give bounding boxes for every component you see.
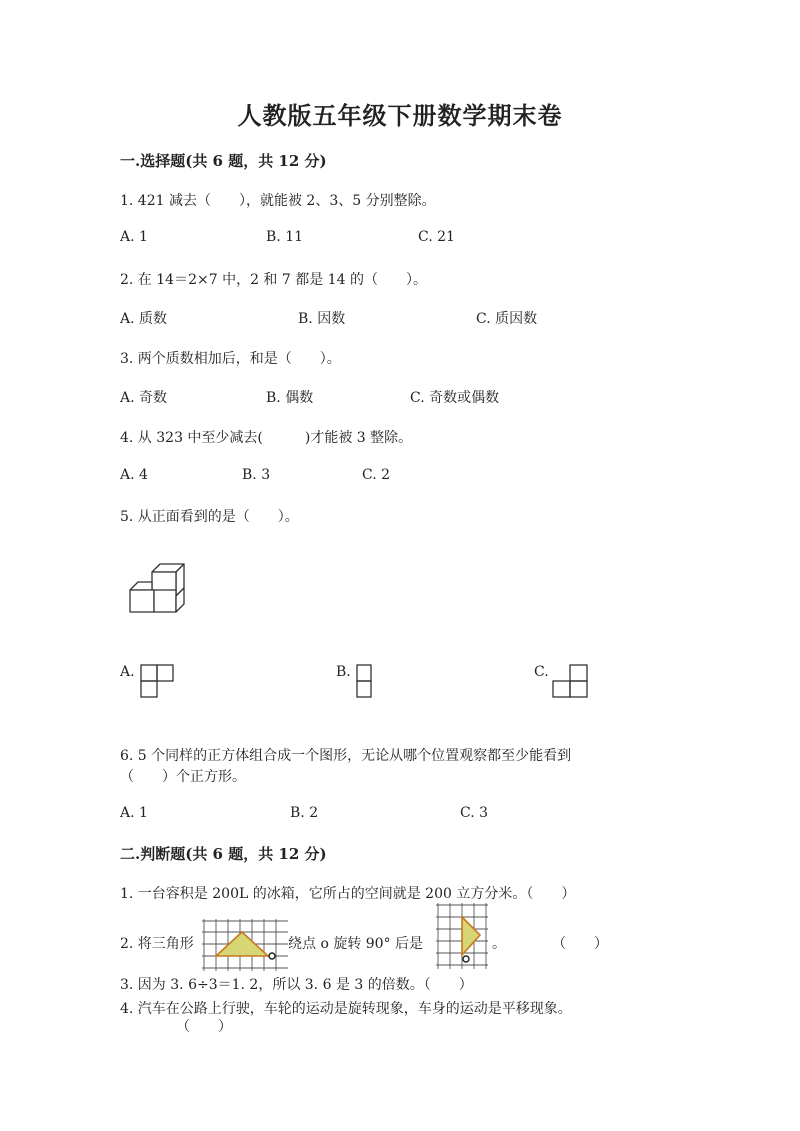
question-1: 1. 421 减去（ ），就能被 2、3、5 分别整除。	[120, 193, 436, 209]
q2-option-b: B. 因数	[298, 311, 346, 327]
question-6-line-1: 6. 5 个同样的正方体组合成一个图形，无论从哪个位置观察都至少能看到	[120, 748, 572, 764]
q5-option-b-figure	[356, 664, 372, 698]
question-4: 4. 从 323 中至少减去( )才能被 3 整除。	[120, 430, 413, 446]
judgment-2-bracket: （ ）	[552, 936, 608, 952]
judgment-2-part-1: 2. 将三角形	[120, 936, 194, 952]
question-3: 3. 两个质数相加后，和是（ ）。	[120, 351, 341, 367]
rotated-triangle-shape	[462, 917, 480, 955]
q6-option-a: A. 1	[120, 805, 148, 821]
q4-option-c: C. 2	[362, 467, 391, 483]
rotation-point-after	[463, 956, 469, 962]
cube-stack-figure	[128, 560, 190, 616]
question-2: 2. 在 14＝2×7 中，2 和 7 都是 14 的（ ）。	[120, 272, 427, 288]
question-6-line-2: （ ）个正方形。	[120, 769, 246, 785]
judgment-4-line-2: （ ）	[176, 1019, 232, 1035]
judgment-4-line-1: 4. 汽车在公路上行驶，车轮的运动是旋转现象，车身的运动是平移现象。	[120, 1001, 572, 1017]
judgment-2-part-2: 绕点 o 旋转 90° 后是	[288, 936, 424, 952]
rotation-point	[269, 953, 275, 959]
triangle-grid-before	[202, 919, 288, 971]
q6-option-b: B. 2	[290, 805, 319, 821]
q4-option-b: B. 3	[242, 467, 271, 483]
q3-option-b: B. 偶数	[266, 390, 314, 406]
q5-option-c-figure	[552, 664, 588, 698]
q2-option-a: A. 质数	[120, 311, 168, 327]
q3-option-c: C. 奇数或偶数	[410, 390, 500, 406]
q5-option-a: A.	[120, 664, 135, 680]
page-title: 人教版五年级下册数学期末卷	[237, 101, 563, 130]
q1-option-b: B. 11	[266, 229, 304, 245]
q1-option-c: C. 21	[418, 229, 455, 245]
judgment-3: 3. 因为 3. 6÷3＝1. 2，所以 3. 6 是 3 的倍数。（ ）	[120, 977, 473, 993]
q1-option-a: A. 1	[120, 229, 148, 245]
q5-option-a-figure	[140, 664, 174, 698]
judgment-1: 1. 一台容积是 200L 的冰箱，它所占的空间就是 200 立方分米。（ ）	[120, 886, 576, 902]
judgment-2-part-3: 。	[492, 936, 506, 952]
question-5: 5. 从正面看到的是（ ）。	[120, 509, 299, 525]
q5-option-b: B.	[336, 664, 351, 680]
section-heading-judgment: 二.判断题(共 6 题，共 12 分)	[120, 845, 327, 863]
q3-option-a: A. 奇数	[120, 390, 168, 406]
section-heading-choice: 一.选择题(共 6 题，共 12 分)	[120, 152, 327, 170]
triangle-grid-after	[436, 903, 488, 969]
q4-option-a: A. 4	[120, 467, 148, 483]
q5-option-c: C.	[534, 664, 549, 680]
q6-option-c: C. 3	[460, 805, 489, 821]
q2-option-c: C. 质因数	[476, 311, 538, 327]
